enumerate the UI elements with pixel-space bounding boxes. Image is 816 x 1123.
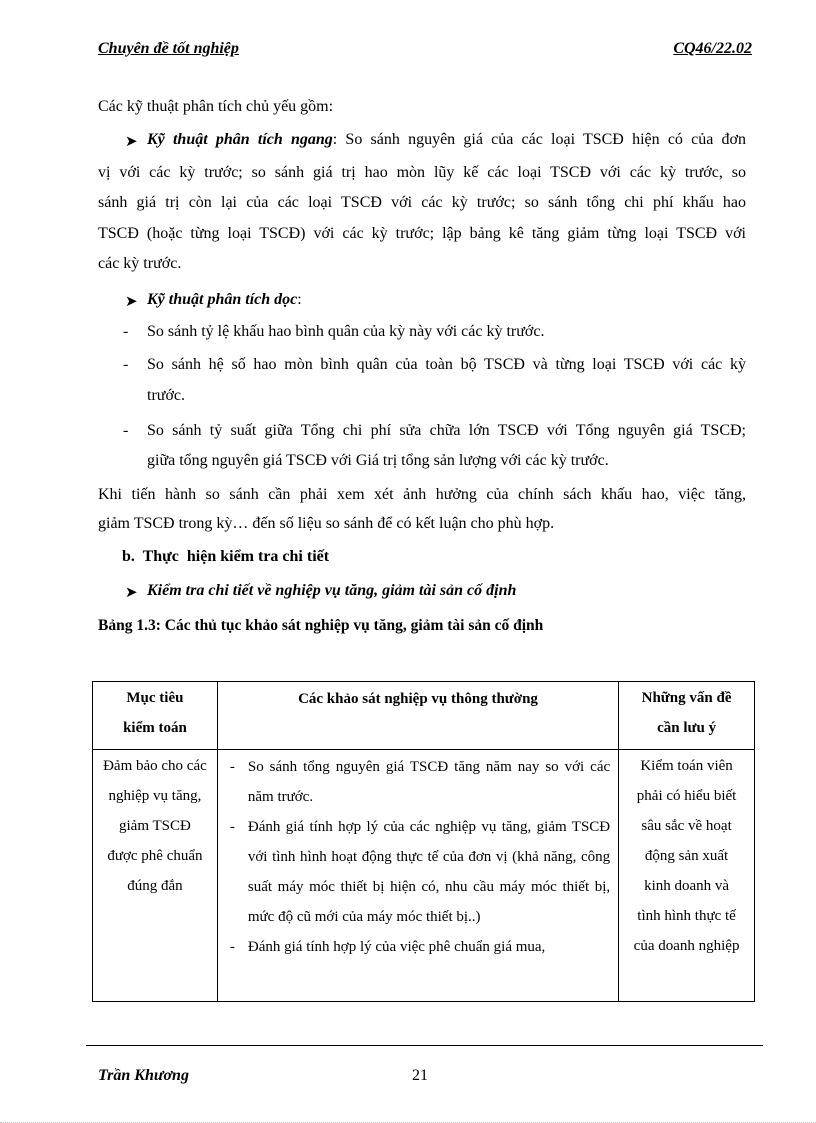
vertical-item-3-cont: giữa tổng nguyên giá TSCĐ với Giá trị tổng sản lượng với các kỳ trước. — [147, 452, 609, 469]
arrow-bullet-icon: ➤ — [125, 585, 138, 601]
arrow-bullet-icon: ➤ — [125, 294, 138, 310]
vertical-item-2: So sánh hệ số hao mòn bình quân của toàn bộ TSCĐ và từng loại TSCĐ với các kỳ — [147, 356, 746, 373]
procedure-item: - So sánh tổng nguyên giá TSCĐ tăng năm nay so với các năm trước. — [229, 759, 611, 805]
procedures-table — [92, 681, 755, 1002]
dash-bullet: - — [123, 323, 129, 340]
table-header-notes: Những vấn đề cần lưu ý — [619, 682, 755, 750]
section-b-heading: b. Thực hiện kiểm tra chi tiết — [122, 548, 330, 565]
footer-author: Trần Khương — [98, 1067, 189, 1084]
vertical-heading: Kỹ thuật phân tích dọc: — [147, 291, 302, 308]
horizontal-line-4: TSCĐ (hoặc từng loại TSCĐ) với các kỳ trước; lập bảng kê tăng giảm từng loại TSCĐ với — [98, 225, 746, 242]
arrow-bullet-icon: ➤ — [125, 134, 138, 150]
horizontal-text-1: : So sánh nguyên giá của các loại TSCĐ hiện có của đơn — [332, 131, 746, 148]
table-caption: Bảng 1.3: Các thủ tục khảo sát nghiệp vụ tăng, giảm tài sản cố định — [98, 617, 544, 634]
horizontal-line-5: các kỳ trước. — [98, 255, 182, 272]
footer-divider — [86, 1045, 763, 1046]
header-title: Chuyên đề tốt nghiệp — [98, 40, 239, 57]
header-code: CQ46/22.02 — [673, 40, 752, 57]
procedure-item: - Đánh giá tính hợp lý của việc phê chuẩn giá mua, — [229, 939, 546, 955]
horizontal-line-2: vị với các kỳ trước; so sánh giá trị hao mòn lũy kế các loại TSCĐ với các kỳ trước, so — [98, 164, 746, 181]
dash-bullet: - — [123, 356, 129, 373]
vertical-item-2-cont: trước. — [147, 387, 186, 404]
table-header-objective: Mục tiêu kiểm toán — [93, 682, 218, 750]
table-cell-notes: Kiểm toán viên phải có hiểu biết sâu sắc về hoạt động sản xuất kinh doanh và tình hình thực tế của doanh nghiệp — [619, 750, 755, 1002]
horizontal-title: Kỹ thuật phân tích ngang — [147, 131, 333, 148]
subsection-title: Kiểm tra chi tiết về nghiệp vụ tăng, giảm tài sản cố định — [147, 582, 517, 599]
paragraph-line-2: giảm TSCĐ trong kỳ… đến số liệu so sánh để có kết luận cho phù hợp. — [98, 515, 555, 532]
intro-text: Các kỹ thuật phân tích chủ yếu gồm: — [98, 98, 334, 115]
dash-bullet: - — [123, 422, 129, 439]
table-cell-procedures — [217, 750, 618, 1002]
vertical-item-1: So sánh tỷ lệ khấu hao bình quân của kỳ này với các kỳ trước. — [147, 323, 545, 340]
vertical-item-3: So sánh tỷ suất giữa Tổng chi phí sửa chữa lớn TSCĐ với Tổng nguyên giá TSCĐ; — [147, 422, 746, 439]
table-cell-objective: Đảm bảo cho các nghiệp vụ tăng, giảm TSCĐ được phê chuẩn đúng đắn — [93, 750, 218, 1002]
vertical-title: Kỹ thuật phân tích dọc — [147, 291, 298, 308]
page-number: 21 — [412, 1067, 428, 1084]
horizontal-line-1 — [147, 125, 746, 155]
procedure-item: - Đánh giá tính hợp lý của các nghiệp vụ tăng, giảm TSCĐ với tình hình hoạt động thực tế của đơn vị (khả năng, công suất máy móc thiết bị hiện có, nhu cầu máy móc thiết bị, mức độ cũ mới của máy móc thiết bị..) — [229, 819, 611, 925]
paragraph-line-1: Khi tiến hành so sánh cần phải xem xét ảnh hưởng của chính sách khấu hao, việc tăng, — [98, 486, 746, 503]
horizontal-line-3: sánh giá trị còn lại của các loại TSCĐ với các kỳ trước; so sánh tổng chi phí khấu hao — [98, 194, 746, 211]
table-header-procedures: Các khảo sát nghiệp vụ thông thường — [217, 682, 618, 750]
